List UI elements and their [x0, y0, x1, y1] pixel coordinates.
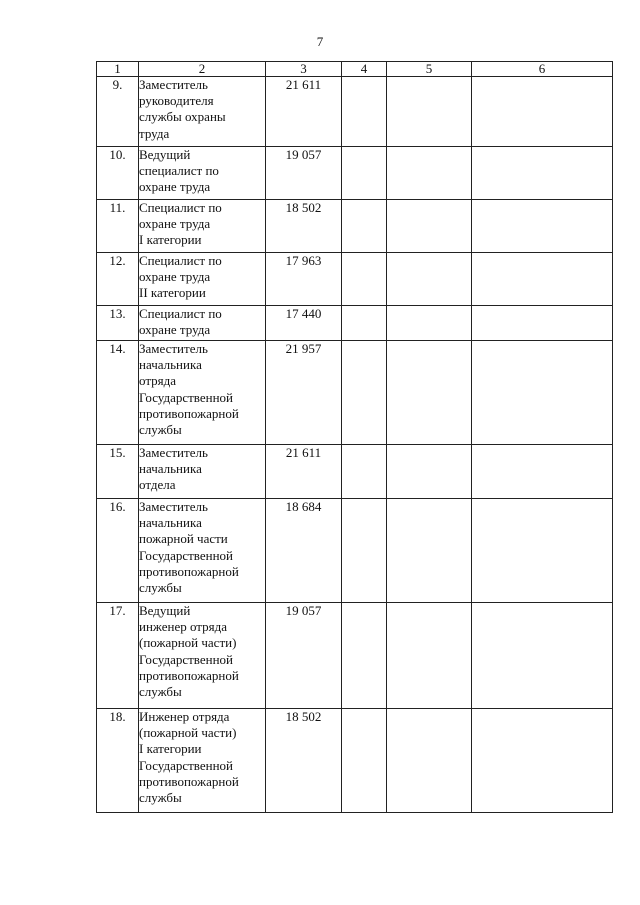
- empty-cell: [342, 445, 387, 499]
- salary-value: 18 502: [266, 200, 342, 253]
- empty-cell: [387, 147, 472, 200]
- position-name: Заместитель начальника отдела: [139, 445, 266, 499]
- salary-value: 21 611: [266, 445, 342, 499]
- salary-table: [96, 61, 613, 813]
- table-row: [97, 77, 613, 147]
- salary-value: 21 957: [266, 341, 342, 445]
- position-name: Ведущий специалист по охране труда: [139, 147, 266, 200]
- empty-cell: [472, 200, 613, 253]
- empty-cell: [387, 253, 472, 306]
- empty-cell: [472, 253, 613, 306]
- row-number: 18.: [97, 709, 139, 813]
- salary-value: 18 502: [266, 709, 342, 813]
- column-header: 3: [266, 62, 342, 77]
- column-header: 6: [472, 62, 613, 77]
- position-name: Специалист по охране труда II категории: [139, 253, 266, 306]
- empty-cell: [387, 445, 472, 499]
- position-name: Инженер отряда (пожарной части) I категории Государственной противопожарной службы: [139, 709, 266, 813]
- empty-cell: [387, 77, 472, 147]
- empty-cell: [387, 499, 472, 603]
- empty-cell: [472, 499, 613, 603]
- empty-cell: [472, 341, 613, 445]
- salary-value: 18 684: [266, 499, 342, 603]
- column-header: 2: [139, 62, 266, 77]
- empty-cell: [342, 499, 387, 603]
- position-name: Заместитель начальника отряда Государственной противопожарной службы: [139, 341, 266, 445]
- table-row: [97, 306, 613, 341]
- salary-value: 17 963: [266, 253, 342, 306]
- empty-cell: [342, 603, 387, 709]
- table-row: [97, 341, 613, 445]
- position-name: Специалист по охране труда: [139, 306, 266, 341]
- position-name: Специалист по охране труда I категории: [139, 200, 266, 253]
- row-number: 17.: [97, 603, 139, 709]
- column-header: 4: [342, 62, 387, 77]
- empty-cell: [387, 603, 472, 709]
- empty-cell: [472, 306, 613, 341]
- table-header-row: [97, 62, 613, 77]
- salary-value: 19 057: [266, 147, 342, 200]
- empty-cell: [387, 306, 472, 341]
- table-row: [97, 445, 613, 499]
- table-row: [97, 253, 613, 306]
- row-number: 13.: [97, 306, 139, 341]
- empty-cell: [342, 341, 387, 445]
- page-number: 7: [316, 34, 324, 49]
- empty-cell: [472, 709, 613, 813]
- salary-value: 19 057: [266, 603, 342, 709]
- column-header: 1: [97, 62, 139, 77]
- empty-cell: [472, 445, 613, 499]
- empty-cell: [342, 306, 387, 341]
- empty-cell: [342, 253, 387, 306]
- empty-cell: [342, 77, 387, 147]
- salary-value: 21 611: [266, 77, 342, 147]
- row-number: 9.: [97, 77, 139, 147]
- salary-value: 17 440: [266, 306, 342, 341]
- table-row: [97, 200, 613, 253]
- table-row: [97, 147, 613, 200]
- empty-cell: [387, 709, 472, 813]
- empty-cell: [472, 77, 613, 147]
- row-number: 10.: [97, 147, 139, 200]
- empty-cell: [342, 147, 387, 200]
- row-number: 11.: [97, 200, 139, 253]
- table-row: [97, 499, 613, 603]
- empty-cell: [472, 603, 613, 709]
- table-row: [97, 709, 613, 813]
- column-header: 5: [387, 62, 472, 77]
- table-row: [97, 603, 613, 709]
- row-number: 16.: [97, 499, 139, 603]
- empty-cell: [342, 709, 387, 813]
- position-name: Заместитель руководителя службы охраны труда: [139, 77, 266, 147]
- row-number: 14.: [97, 341, 139, 445]
- empty-cell: [387, 200, 472, 253]
- row-number: 12.: [97, 253, 139, 306]
- position-name: Заместитель начальника пожарной части Государственной противопожарной службы: [139, 499, 266, 603]
- empty-cell: [472, 147, 613, 200]
- empty-cell: [387, 341, 472, 445]
- empty-cell: [342, 200, 387, 253]
- row-number: 15.: [97, 445, 139, 499]
- position-name: Ведущий инженер отряда (пожарной части) Государственной противопожарной службы: [139, 603, 266, 709]
